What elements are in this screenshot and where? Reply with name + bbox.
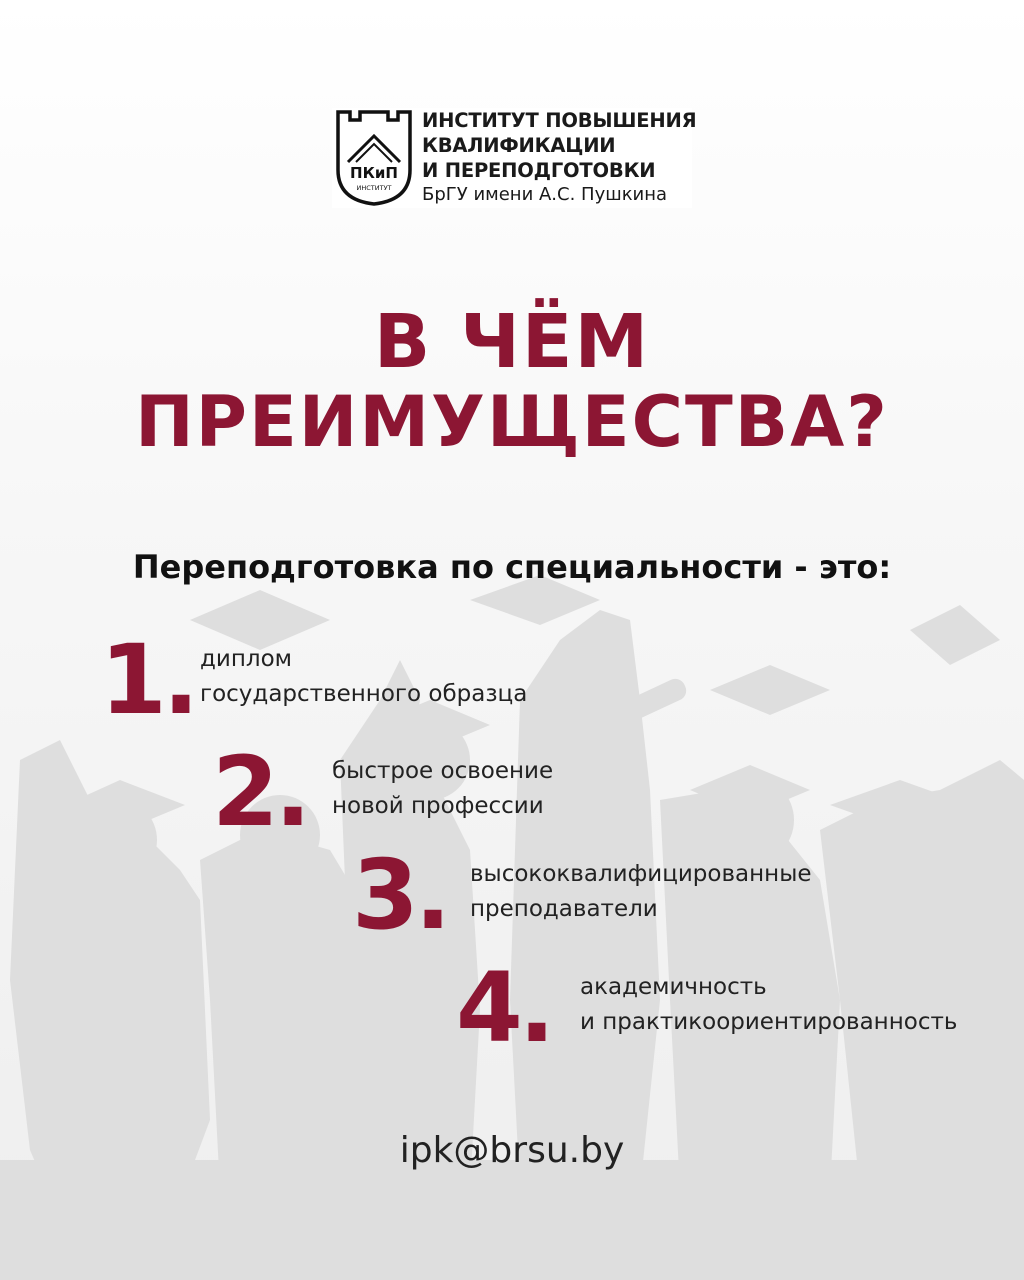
item-number: 4. [456,952,552,1064]
headline-line-1: В ЧЁМ [373,299,651,385]
logo-wordmark [422,108,696,207]
item-line-1: диплом [200,646,293,672]
item-number: 3. [352,839,448,951]
headline-line-2: ПРЕИМУЩЕСТВА? [135,381,889,463]
emblem-small-label: ИНСТИТУТ [356,184,392,192]
item-line-1: высококвалифицированные [470,861,812,887]
contact-email: ipk@brsu.by [399,1130,625,1171]
item-line-2: преподаватели [470,896,658,922]
item-line-2: новой профессии [332,793,544,819]
item-text [332,754,553,824]
item-text [580,970,957,1040]
institute-logo [332,108,697,208]
emblem-label: ПКиП [350,164,398,182]
item-line-2: и практикоориентированность [580,1009,958,1035]
item-line-2: государственного образца [200,681,528,707]
item-line-1: быстрое освоение [332,758,554,784]
logo-line-3: И ПЕРЕПОДГОТОВКИ [422,159,656,182]
item-text [470,857,812,927]
item-number: 2. [212,736,308,848]
pkip-emblem-icon [334,110,414,206]
item-text [200,642,527,712]
logo-line-2: КВАЛИФИКАЦИИ [422,134,616,157]
item-line-1: академичность [580,974,767,1000]
item-number: 1. [100,624,196,736]
logo-line-1: ИНСТИТУТ ПОВЫШЕНИЯ [422,109,697,132]
logo-subline: БрГУ имени А.С. Пушкина [422,184,668,205]
subtitle: Переподготовка по специальности - это: [132,548,892,586]
